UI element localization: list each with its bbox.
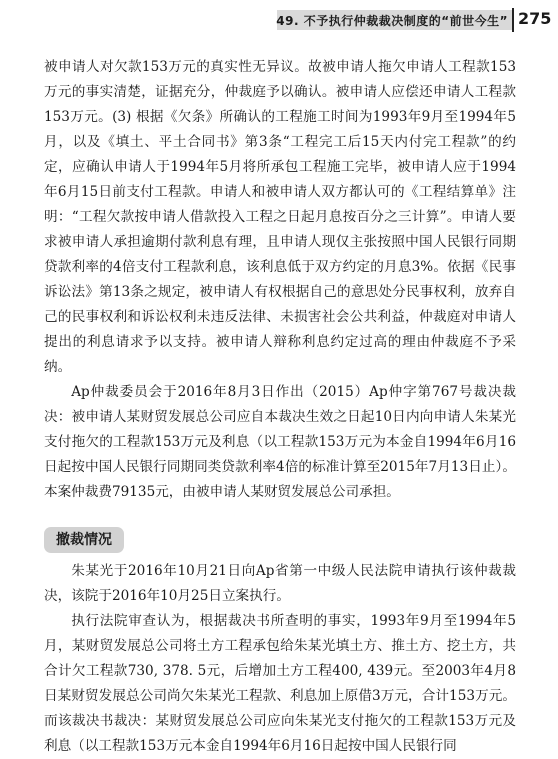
header-divider [512,8,514,32]
page-header [0,8,558,34]
chapter-title: 49. 不予执行仲裁裁决制度的“前世今生” [276,14,508,28]
paragraph-4: 执行法院审查认为，根据裁决书所查明的事实，1993年9月至1994年5月，某财贸发展总公司将土方工程承包给朱某光填土方、推土方、挖土方，共合计欠工程款730, 378. 5元，后增加土方工程400, 439元。至2003年4月8日某财贸发展总公司尚欠朱某光工程款、利息加上原借3万元，合计153万元。而该裁决书裁决：某财贸发展总公司应向朱某光支付拖欠的工程款153万元及利息（以工程款153万元本金自1994年6月16日起按中国人民银行同 [44,613,516,754]
paragraph-1: 被申请人对欠款153万元的真实性无异议。故被申请人拖欠申请人工程款153万元的事实清楚，证据充分，仲裁庭予以确认。被申请人应偿还申请人工程款153万元。(3) 根据《欠条》所确认的工程施工时间为1993年9月至1994年5月，以及《填土、平土合同书》第3条“工程完工后15天内付完工程款”的约定，应确认申请人于1994年5月将所承包工程施工完毕，被申请人应于1994年6月15日前支付工程款。申请人和被申请人双方都认可的《工程结算单》注明：“工程欠款按申请人借款投入工程之日起月息按百分之三计算”。申请人要求被申请人承担逾期付款利息有理，且申请人现仅主张按照中国人民银行同期贷款利率的4倍支付工程款利息，该利息低于双方约定的月息3%。依据《民事诉讼法》第13条之规定，被申请人有权根据自己的意思处分民事权利，放弃自己的民事权利和诉讼权利未违反法律、未损害社会公共利益，仲裁庭对申请人提出的利息请求予以支持。被申请人辩称利息约定过高的理由仲裁庭不予采纳。 [44,59,516,375]
section-heading-wrap [44,527,516,555]
paragraph-2: Ap仲裁委员会于2016年8月3日作出（2015）Ap仲字第767号裁决裁决：被申请人某财贸发展总公司应自本裁决生效之日起10日内向申请人朱某光支付拖欠的工程款153万元及利息（以工程款153万元为本金自1994年6月16日起按中国人民银行同期同类贷款利率4倍的标准计算至2015年7月13日止）。本案仲裁费79135元，由被申请人某财贸发展总公司承担。 [44,384,516,500]
section-heading: 撤裁情况 [44,527,124,553]
page-number: 275 [518,9,552,28]
paragraph-3: 朱某光于2016年10月21日向Ap省第一中级人民法院申请执行该仲裁裁决，该院于2016年10月25日立案执行。 [44,563,516,604]
page-body [44,55,516,759]
